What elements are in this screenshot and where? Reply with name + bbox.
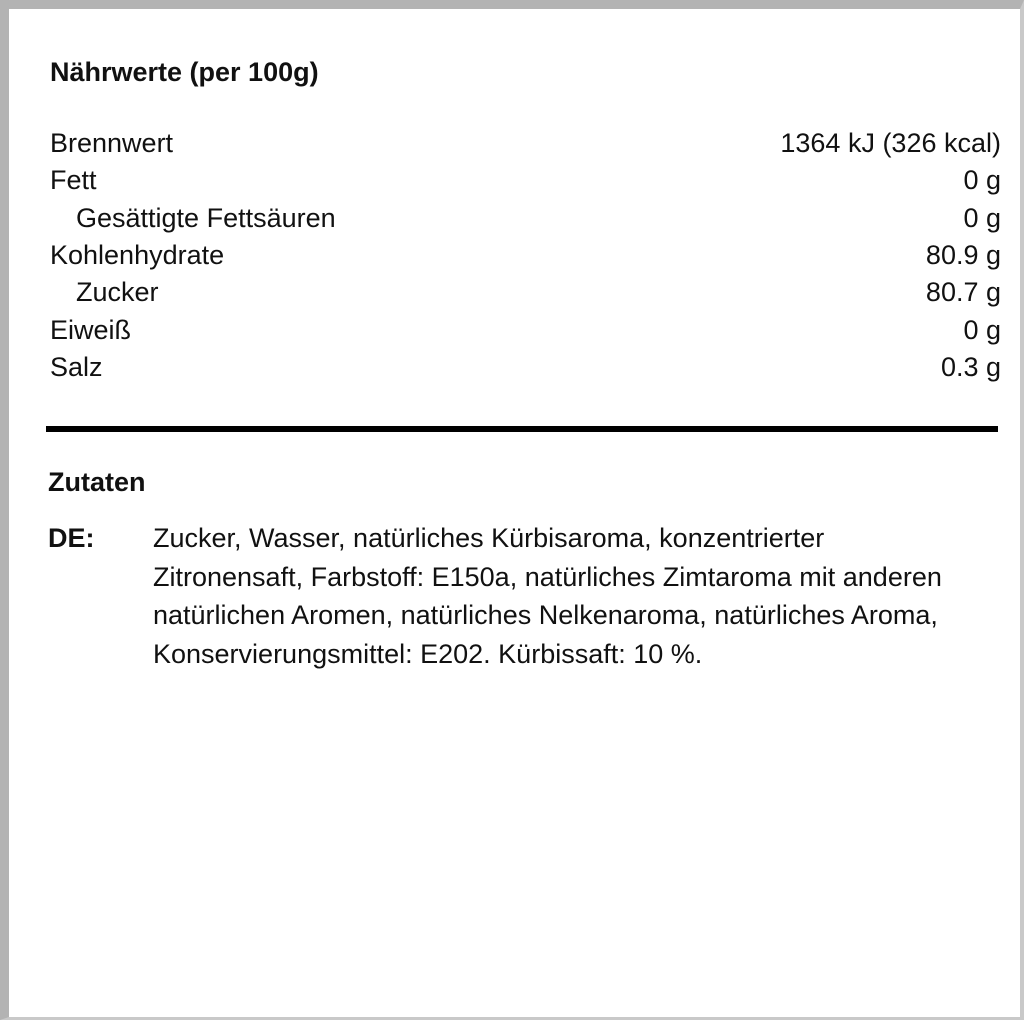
section-divider — [46, 426, 998, 432]
nutrition-title: Nährwerte (per 100g) — [50, 57, 319, 87]
nutrition-value: 80.9 g — [925, 240, 1001, 271]
nutrition-label: Salz — [50, 351, 103, 382]
nutrition-row-energy — [50, 125, 1001, 162]
nutrition-value: 0 g — [963, 202, 1001, 233]
nutrition-table — [50, 125, 1001, 386]
nutrition-row-saturated-fat — [50, 200, 1001, 237]
nutrition-row-salt — [50, 349, 1001, 386]
ingredients-title: Zutaten — [48, 467, 146, 497]
nutrition-row-protein — [50, 311, 1001, 348]
nutrition-row-fat — [50, 162, 1001, 199]
nutrition-value: 0 g — [963, 165, 1001, 196]
ingredients-text: Zucker, Wasser, natürliches Kürbisaroma, konzentrierter Zitronensaft, Farbstoff: E150a, natürliches Zimtaroma mit anderen natürlichen Aromen, natürliches Nelkenaroma, natürliches Aroma, Konservierungsmittel: E202. Kürbissaft: 10 %. — [153, 523, 942, 669]
nutrition-label: Brennwert — [50, 128, 174, 159]
nutrition-value: 0 g — [963, 314, 1001, 345]
nutrition-value: 0.3 g — [940, 351, 1001, 382]
ingredients-block — [48, 519, 978, 673]
nutrition-label: Zucker — [76, 277, 159, 308]
nutrition-label: Fett — [50, 165, 97, 196]
nutrition-row-sugar — [50, 274, 1001, 311]
nutrition-label: Eiweiß — [50, 314, 132, 345]
nutrition-label: Kohlenhydrate — [50, 240, 225, 271]
nutrition-label: Gesättigte Fettsäuren — [76, 202, 336, 233]
nutrition-row-carbohydrates — [50, 237, 1001, 274]
language-code: DE: — [48, 523, 95, 553]
nutrition-value: 1364 kJ (326 kcal) — [780, 128, 1001, 159]
nutrition-value: 80.7 g — [925, 277, 1001, 308]
